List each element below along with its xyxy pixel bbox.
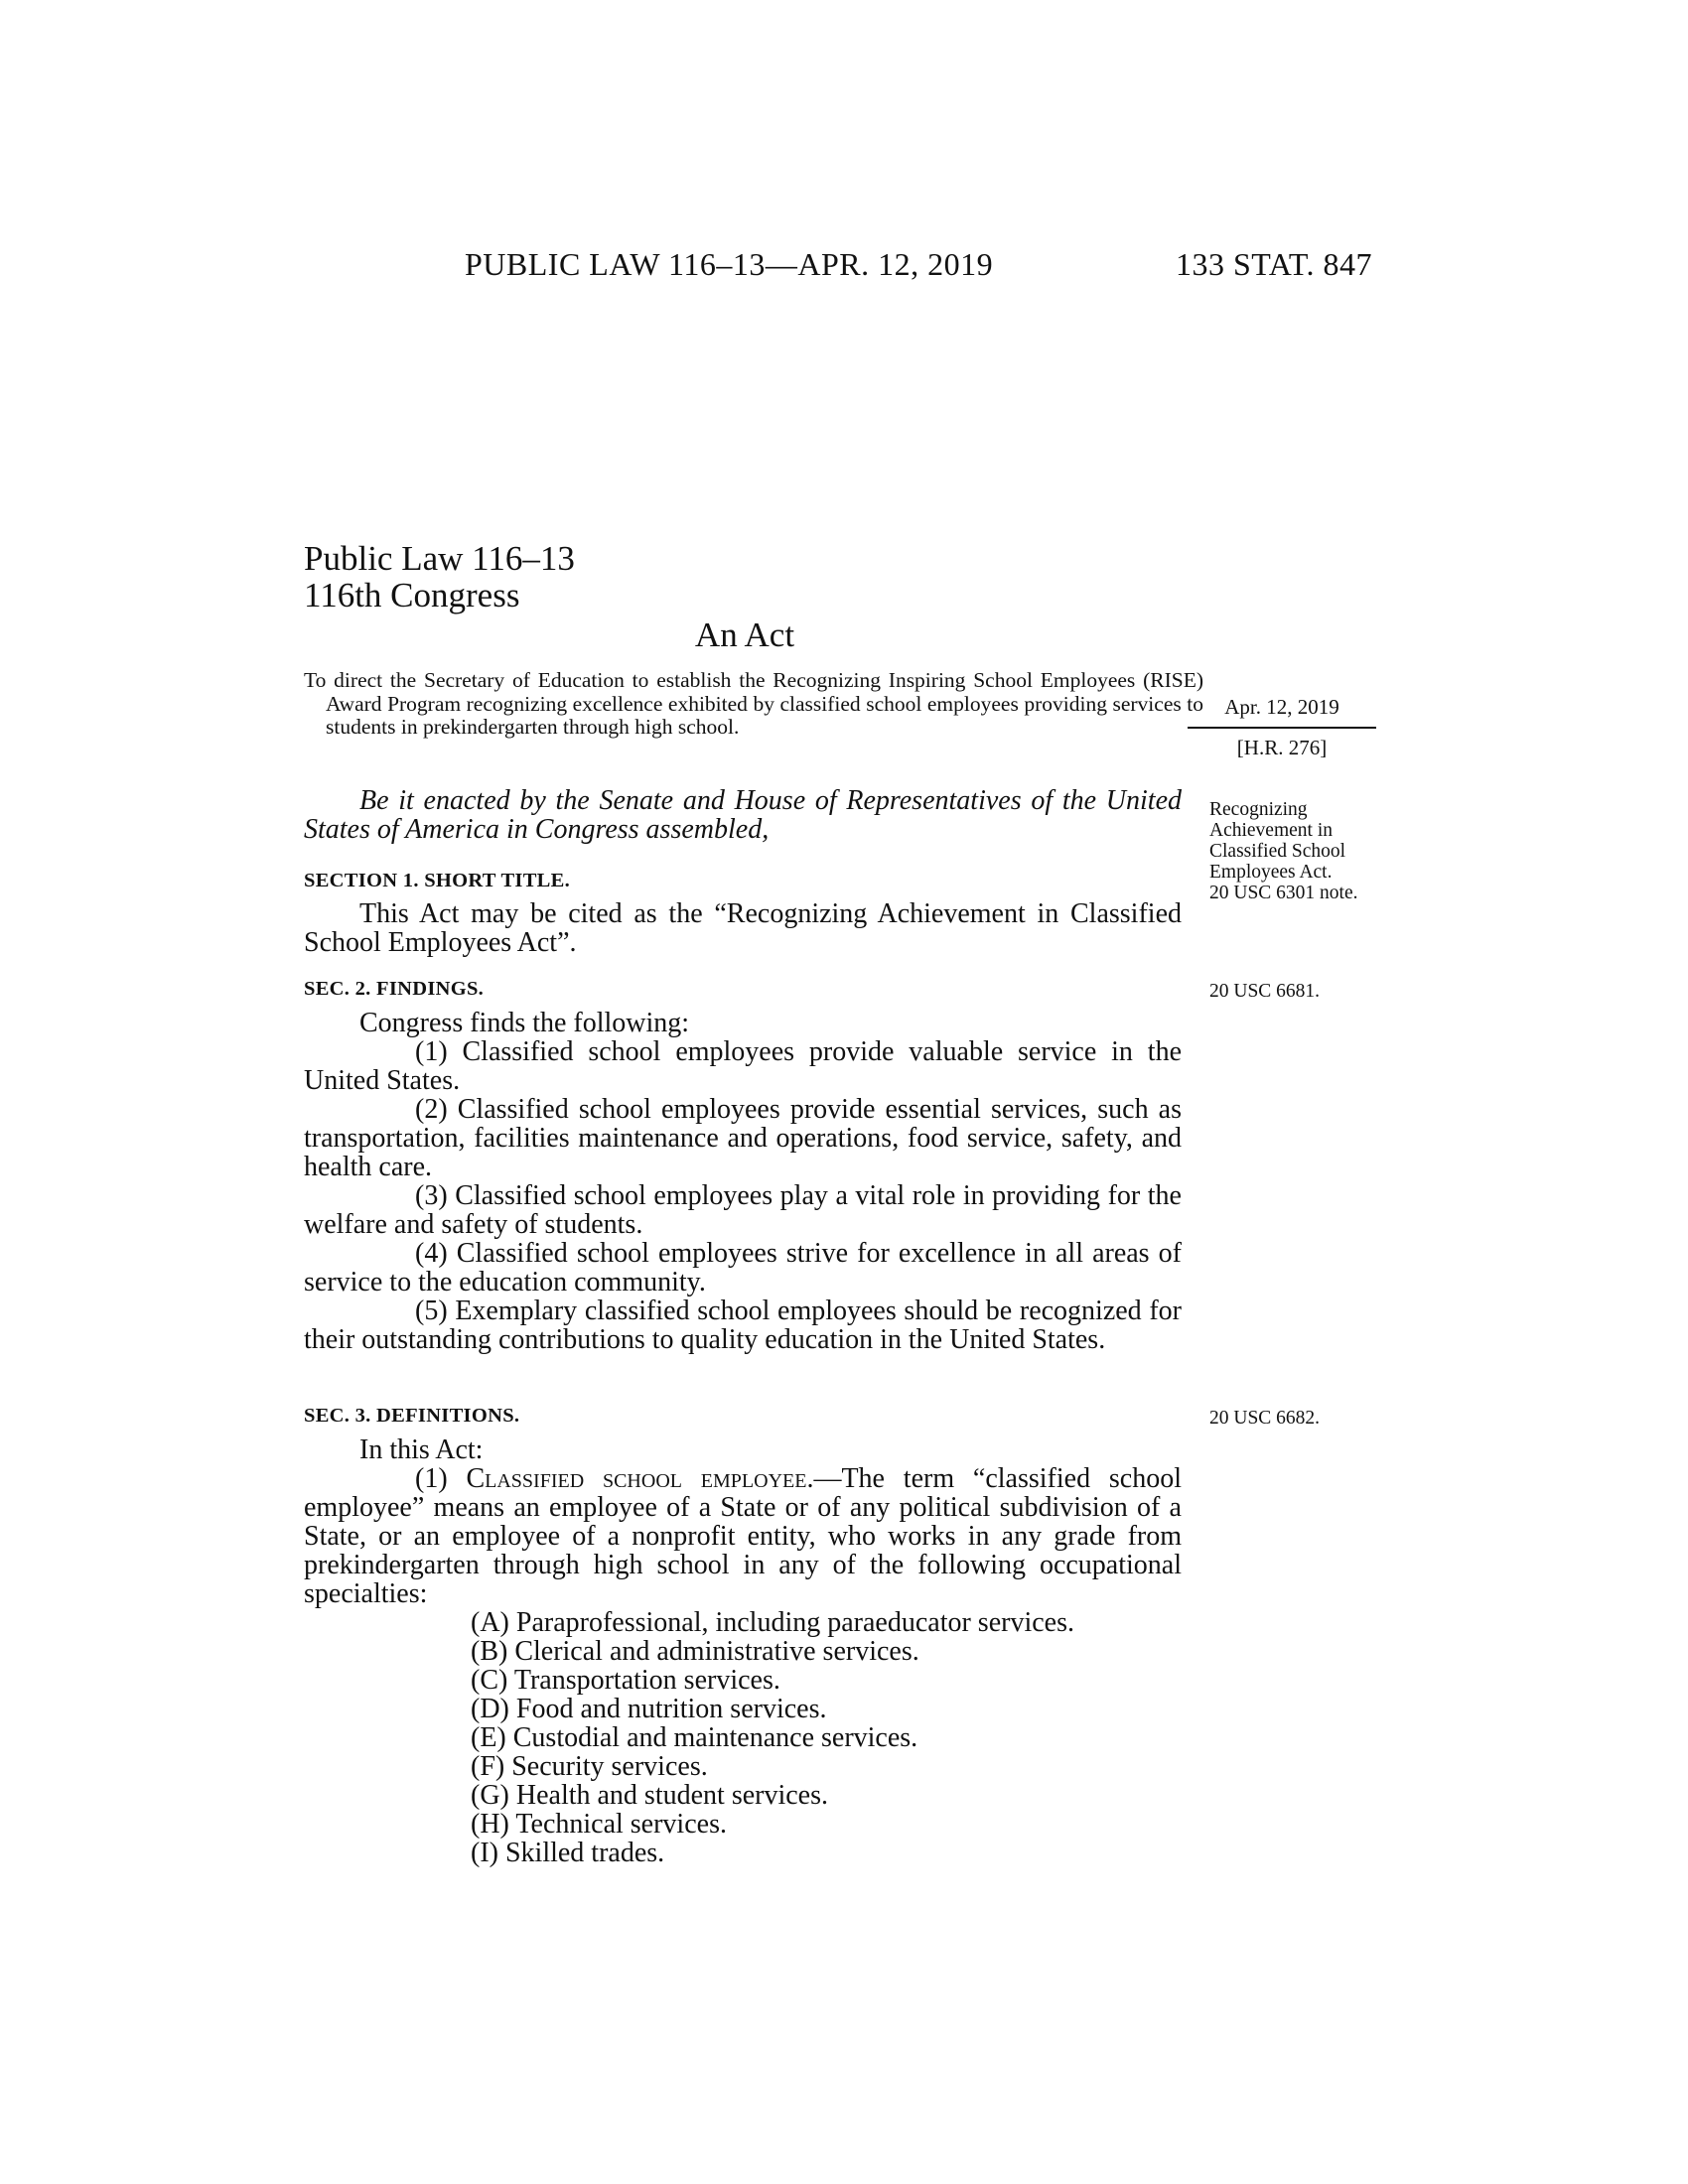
statute-page-number: 133 STAT. 847 — [1175, 246, 1372, 282]
specialty-b: (B) Clerical and administrative services. — [471, 1636, 919, 1667]
specialty-e: (E) Custodial and maintenance services. — [471, 1722, 918, 1753]
definition-1-term: Classified school employee — [466, 1463, 807, 1494]
enactment-date-box — [1188, 695, 1376, 760]
date-divider — [1188, 727, 1376, 729]
enactment-date: Apr. 12, 2019 — [1224, 695, 1339, 719]
bill-number: [H.R. 276] — [1236, 736, 1328, 759]
finding-4: (4) Classified school employees strive for excellence in all areas of service to the education community. — [304, 1238, 1182, 1297]
section-1-heading: SECTION 1. SHORT TITLE. — [304, 870, 571, 891]
section-3-citation: 20 USC 6682. — [1209, 1408, 1321, 1429]
definition-1 — [304, 1464, 1182, 1608]
section-2-citation: 20 USC 6681. — [1209, 981, 1321, 1002]
short-title-note: Recognizing Achievement in Classified School Employees Act. — [1209, 799, 1346, 883]
section-2-heading: SEC. 2. FINDINGS. — [304, 978, 485, 1000]
specialty-a: (A) Paraprofessional, including paraeducator services. — [471, 1607, 1074, 1638]
specialty-c: (C) Transportation services. — [471, 1665, 780, 1696]
finding-5: (5) Exemplary classified school employees should be recognized for their outstanding contributions to quality education in the United States. — [304, 1296, 1182, 1355]
running-header-title: PUBLIC LAW 116–13—APR. 12, 2019 — [465, 246, 994, 282]
definition-1-text: .—The term “classified school employee” means an employee of a State or of any political subdivision of a State, or an employee of a nonprofit entity, who works in any grade from prekindergarten through high school in any of the following occupational specialties: — [304, 1463, 1182, 1609]
section-3-body — [304, 1435, 1182, 1867]
finding-3: (3) Classified school employees play a vital role in providing for the welfare and safety of students. — [304, 1180, 1182, 1240]
enacting-clause: Be it enacted by the Senate and House of Representatives of the United States of America in Congress assembled, — [304, 785, 1182, 845]
section-2-body — [304, 1009, 1182, 1354]
short-title-margin-note — [1209, 799, 1388, 903]
act-heading: An Act — [694, 615, 795, 654]
short-title-citation: 20 USC 6301 note. — [1209, 883, 1358, 903]
public-law-number: Public Law 116–13 — [304, 539, 575, 578]
specialty-i: (I) Skilled trades. — [471, 1838, 665, 1868]
specialty-f: (F) Security services. — [471, 1751, 708, 1782]
section-2-lead: Congress finds the following: — [359, 1008, 690, 1038]
specialty-d: (D) Food and nutrition services. — [471, 1694, 827, 1724]
finding-1: (1) Classified school employees provide valuable service in the United States. — [304, 1036, 1182, 1096]
long-title: To direct the Secretary of Education to establish the Recognizing Inspiring School Employees (RISE) Award Program recognizing excellence exhibited by classified school employees providing services to students in prekindergarten through high school. — [304, 668, 1203, 739]
specialty-g: (G) Health and student services. — [471, 1780, 828, 1811]
definition-1-number: (1) — [415, 1463, 448, 1494]
specialty-h: (H) Technical services. — [471, 1809, 727, 1840]
finding-2: (2) Classified school employees provide essential services, such as transportation, facilities maintenance and operations, food service, safety, and health care. — [304, 1094, 1182, 1182]
section-3-heading: SEC. 3. DEFINITIONS. — [304, 1405, 520, 1427]
section-3-lead: In this Act: — [359, 1434, 484, 1465]
section-1-text: This Act may be cited as the “Recognizing Achievement in Classified School Employees Act”. — [304, 898, 1182, 958]
congress-number: 116th Congress — [304, 576, 520, 614]
